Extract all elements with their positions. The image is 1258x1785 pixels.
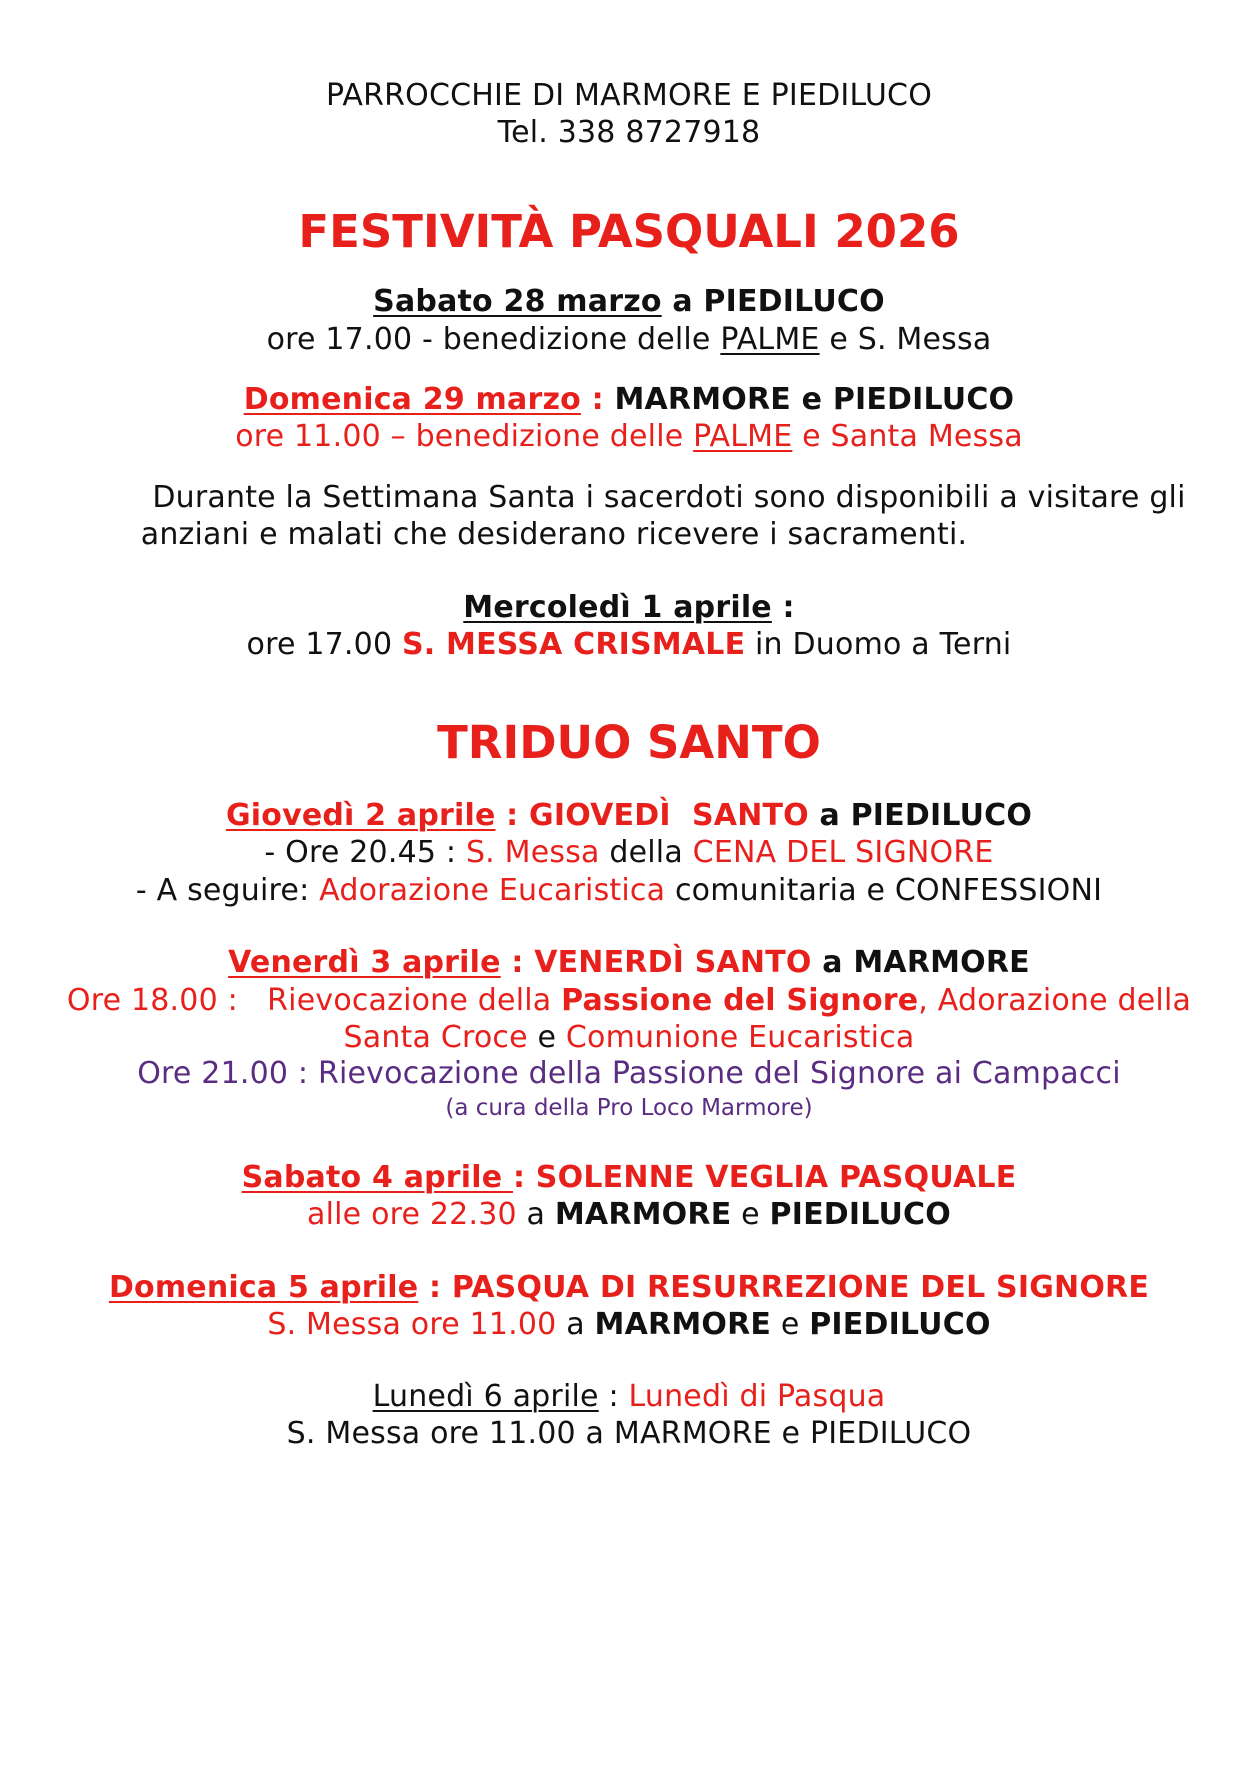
comunione-eucaristica: Comunione Eucaristica [565, 1020, 915, 1055]
venerdi-heading [0, 945, 1258, 980]
mercoledi-details [0, 627, 1258, 662]
place-marmore: MARMORE [554, 1197, 732, 1232]
mercoledi-time: ore 17.00 [246, 627, 402, 662]
parishes-heading: PARROCCHIE DI MARMORE E PIEDILUCO [325, 78, 933, 113]
venerdi-details-1 [0, 983, 1258, 1018]
sabato-28-place: PIEDILUCO [703, 284, 885, 319]
place-piediluco: PIEDILUCO [809, 1307, 991, 1342]
domenica-29-date: Domenica 29 marzo [243, 382, 581, 417]
domenica-5-time: S. Messa ore 11.00 [267, 1307, 557, 1342]
adorazione-text: , Adorazione della [918, 983, 1192, 1018]
connector-text: a [661, 284, 704, 319]
domenica-29-time: ore 11.00 – benedizione delle [235, 419, 694, 454]
domenica-29-details [0, 419, 1258, 454]
domenica-5-details [0, 1307, 1258, 1342]
venerdi-title: : VENERDÌ SANTO [500, 945, 812, 980]
mercoledi-date: Mercoledì 1 aprile [463, 590, 772, 625]
santa-croce: Santa Croce [343, 1020, 528, 1055]
giovedi-title: : GIOVEDÌ SANTO [495, 798, 809, 833]
notice-line-2: anziani e malati che desiderano ricevere i sacramenti. [140, 517, 968, 552]
place-marmore: MARMORE [594, 1307, 772, 1342]
mercoledi-location: in Duomo a Terni [745, 627, 1012, 662]
veglia-pasquale: : SOLENNE VEGLIA PASQUALE [512, 1160, 1017, 1195]
pasqua-title: : PASQUA DI RESURREZIONE DEL SIGNORE [418, 1270, 1150, 1305]
venerdi-date: Venerdì 3 aprile [228, 945, 501, 980]
connector-text: a [811, 945, 854, 980]
giovedi-place: PIEDILUCO [850, 798, 1033, 833]
sabato-28-time: ore 17.00 - benedizione delle [266, 322, 721, 357]
lunedi-date: Lunedì 6 aprile [372, 1379, 599, 1414]
connector-text: e [790, 382, 833, 417]
confessioni-text: comunitaria e CONFESSIONI [665, 873, 1103, 908]
sabato-4-time: alle ore 22.30 [307, 1197, 517, 1232]
giovedi-time: - Ore 20.45 : [264, 835, 466, 870]
sabato-28-mass: e S. Messa [819, 322, 992, 357]
venerdi-details-2 [0, 1020, 1258, 1055]
venerdi-details-3: Ore 21.00 : Rievocazione della Passione del Signore ai Campacci [137, 1056, 1121, 1091]
pro-loco-note: (a cura della Pro Loco Marmore) [445, 1095, 813, 1121]
place-piediluco: PIEDILUCO [769, 1197, 951, 1232]
sabato-4-heading [0, 1160, 1258, 1195]
venerdi-time: Ore 18.00 : Rievocazione della [66, 983, 562, 1018]
adorazione-eucaristica: Adorazione Eucaristica [319, 873, 666, 908]
connector-text: a [516, 1197, 555, 1232]
domenica-5-heading [0, 1270, 1258, 1305]
phone-number: Tel. 338 8727918 [497, 115, 761, 150]
lunedi-details: S. Messa ore 11.00 a MARMORE e PIEDILUCO [286, 1416, 972, 1451]
connector-text: e [731, 1197, 770, 1232]
colon-text: : [771, 590, 795, 625]
palme-text: PALME [693, 419, 793, 454]
colon-text: : [598, 1379, 629, 1414]
passione-del-signore: Passione del Signore [561, 983, 919, 1018]
mercoledi-heading [0, 590, 1258, 625]
connector-text: della [599, 835, 693, 870]
page-title: FESTIVITÀ PASQUALI 2026 [298, 205, 960, 258]
sabato-4-details [0, 1197, 1258, 1232]
sabato-4-date: Sabato 4 aprile [241, 1160, 513, 1195]
giovedi-messa: S. Messa [465, 835, 600, 870]
connector-text: e [771, 1307, 810, 1342]
giovedi-details-1 [0, 835, 1258, 870]
giovedi-date: Giovedì 2 aprile [225, 798, 496, 833]
lunedi-heading [0, 1379, 1258, 1414]
connector-text: e [527, 1020, 566, 1055]
notice-line-1: Durante la Settimana Santa i sacerdoti sono disponibili a visitare gli [152, 480, 1186, 515]
palme-text: PALME [720, 322, 820, 357]
domenica-29-mass: e Santa Messa [792, 419, 1023, 454]
giovedi-heading [0, 798, 1258, 833]
place-piediluco: PIEDILUCO [832, 382, 1015, 417]
sabato-28-heading [0, 284, 1258, 319]
connector-text: a [808, 798, 851, 833]
messa-crismale: S. MESSA CRISMALE [401, 627, 746, 662]
sabato-28-date: Sabato 28 marzo [373, 284, 662, 319]
connector-text: a [556, 1307, 595, 1342]
venerdi-place: MARMORE [853, 945, 1030, 980]
lunedi-title: Lunedì di Pasqua [628, 1379, 886, 1414]
sabato-28-details [0, 322, 1258, 357]
domenica-29-heading [0, 382, 1258, 417]
triduo-title: TRIDUO SANTO [437, 716, 821, 769]
giovedi-details-2 [0, 873, 1248, 908]
colon-text: : [580, 382, 615, 417]
place-marmore: MARMORE [614, 382, 791, 417]
giovedi-follow: - A seguire: [135, 873, 320, 908]
cena-del-signore: CENA DEL SIGNORE [692, 835, 994, 870]
domenica-5-date: Domenica 5 aprile [108, 1270, 419, 1305]
